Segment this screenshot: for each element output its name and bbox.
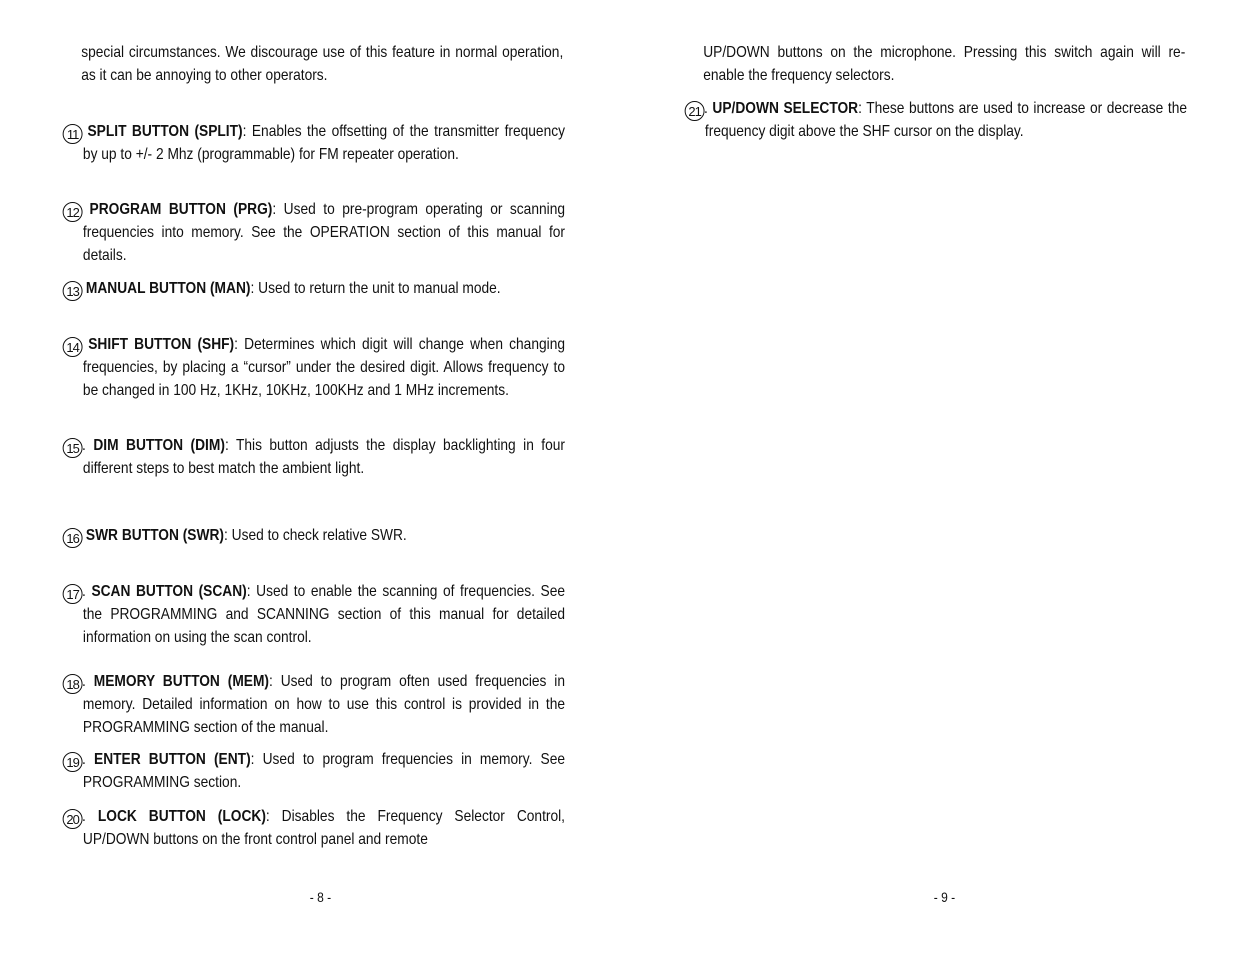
item-title: SHIFT BUTTON (SHF) <box>88 336 235 353</box>
item-number: 13 <box>63 281 83 301</box>
item-scan: 17 . SCAN BUTTON (SCAN): Used to enable the scanning of frequencies. See the PROGRAMMING and SCANNING section of this manual for detailed information on using the scan control. <box>64 581 565 649</box>
item-program <box>64 199 565 267</box>
item-title: PROGRAM BUTTON (PRG) <box>89 201 273 218</box>
item-memory: 18 . MEMORY BUTTON (MEM): Used to program often used frequencies in memory. Detailed information on how to use this control is provided in the PROGRAMMING section of the manual. <box>64 671 565 739</box>
item-title: SCAN BUTTON (SCAN) <box>91 583 247 600</box>
item-text: : Disables the Frequency Selector Control, UP/DOWN buttons on the front control panel and remote <box>82 808 566 848</box>
item-text: : Used to program often used frequencies in memory. Detailed information on how to use this control is provided in the PROGRAMMING section of the manual. <box>82 673 566 736</box>
item-text: : This button adjusts the display backlighting in four different steps to best match the ambient light. <box>82 437 566 477</box>
item-number: 21 <box>685 101 705 121</box>
item-manual <box>64 278 565 301</box>
intro-paragraph: UP/DOWN buttons on the microphone. Pressing this switch again will re-enable the frequency selectors. <box>703 44 1186 84</box>
item-text: : Determines which digit will change when changing frequencies, by placing a “cursor” under the desired digit. Allows frequency to be changed in 100 Hz, 1KHz, 10KHz, 100KHz and 1 MHz increments. <box>82 336 566 399</box>
item-text: : Enables the offsetting of the transmitter frequency by up to +/- 2 Mhz (programmable) for FM repeater operation. <box>82 123 566 163</box>
page-number: - 8 - <box>309 889 332 905</box>
item-number: 19 <box>63 752 83 772</box>
item-up-down-selector: 21 . UP/DOWN SELECTOR: These buttons are used to increase or decrease the frequency digit above the SHF cursor on the display. <box>686 98 1187 144</box>
item-title: SWR BUTTON (SWR) <box>85 527 224 544</box>
item-number: 11 <box>63 124 83 144</box>
item-swr <box>64 525 565 548</box>
item-text: : Used to program frequencies in memory. See PROGRAMMING section. <box>82 751 566 791</box>
item-number: 15 <box>63 438 83 458</box>
item-title: UP/DOWN SELECTOR <box>712 100 859 117</box>
item-dim: 15 . DIM BUTTON (DIM): This button adjusts the display backlighting in four different steps to best match the ambient light. <box>64 435 565 481</box>
item-lock: 20 . LOCK BUTTON (LOCK): Disables the Frequency Selector Control, UP/DOWN buttons on the front control panel and remote <box>64 806 565 852</box>
item-number: 20 <box>63 809 83 829</box>
item-text: : Used to return the unit to manual mode. <box>250 280 501 297</box>
item-number: 16 <box>63 528 83 548</box>
item-number: 18 <box>63 674 83 694</box>
item-title: MEMORY BUTTON (MEM) <box>93 673 270 690</box>
item-text: : Used to check relative SWR. <box>223 527 407 544</box>
item-text: : Used to pre-program operating or scanning frequencies into memory. See the OPERATION section of this manual for details. <box>82 201 566 264</box>
item-number: 12 <box>63 202 83 222</box>
page-number: - 9 - <box>933 889 956 905</box>
intro-paragraph: special circumstances. We discourage use of this feature in normal operation, as it can be annoying to other operators. <box>81 44 564 84</box>
item-number: 17 <box>63 584 83 604</box>
item-title: SPLIT BUTTON (SPLIT) <box>87 123 243 140</box>
item-enter: 19 . ENTER BUTTON (ENT): Used to program frequencies in memory. See PROGRAMMING section. <box>64 749 565 795</box>
item-shift <box>64 334 565 402</box>
item-title: ENTER BUTTON (ENT) <box>94 751 251 768</box>
item-title: LOCK BUTTON (LOCK) <box>97 808 266 825</box>
item-split <box>64 121 565 167</box>
item-text: : These buttons are used to increase or decrease the frequency digit above the SHF cursor on the display. <box>704 100 1188 140</box>
item-text: : Used to enable the scanning of frequencies. See the PROGRAMMING and SCANNING section of this manual for detailed information on using the scan control. <box>82 583 566 646</box>
item-title: DIM BUTTON (DIM) <box>93 437 225 454</box>
item-title: MANUAL BUTTON (MAN) <box>85 280 251 297</box>
item-number: 14 <box>63 337 83 357</box>
